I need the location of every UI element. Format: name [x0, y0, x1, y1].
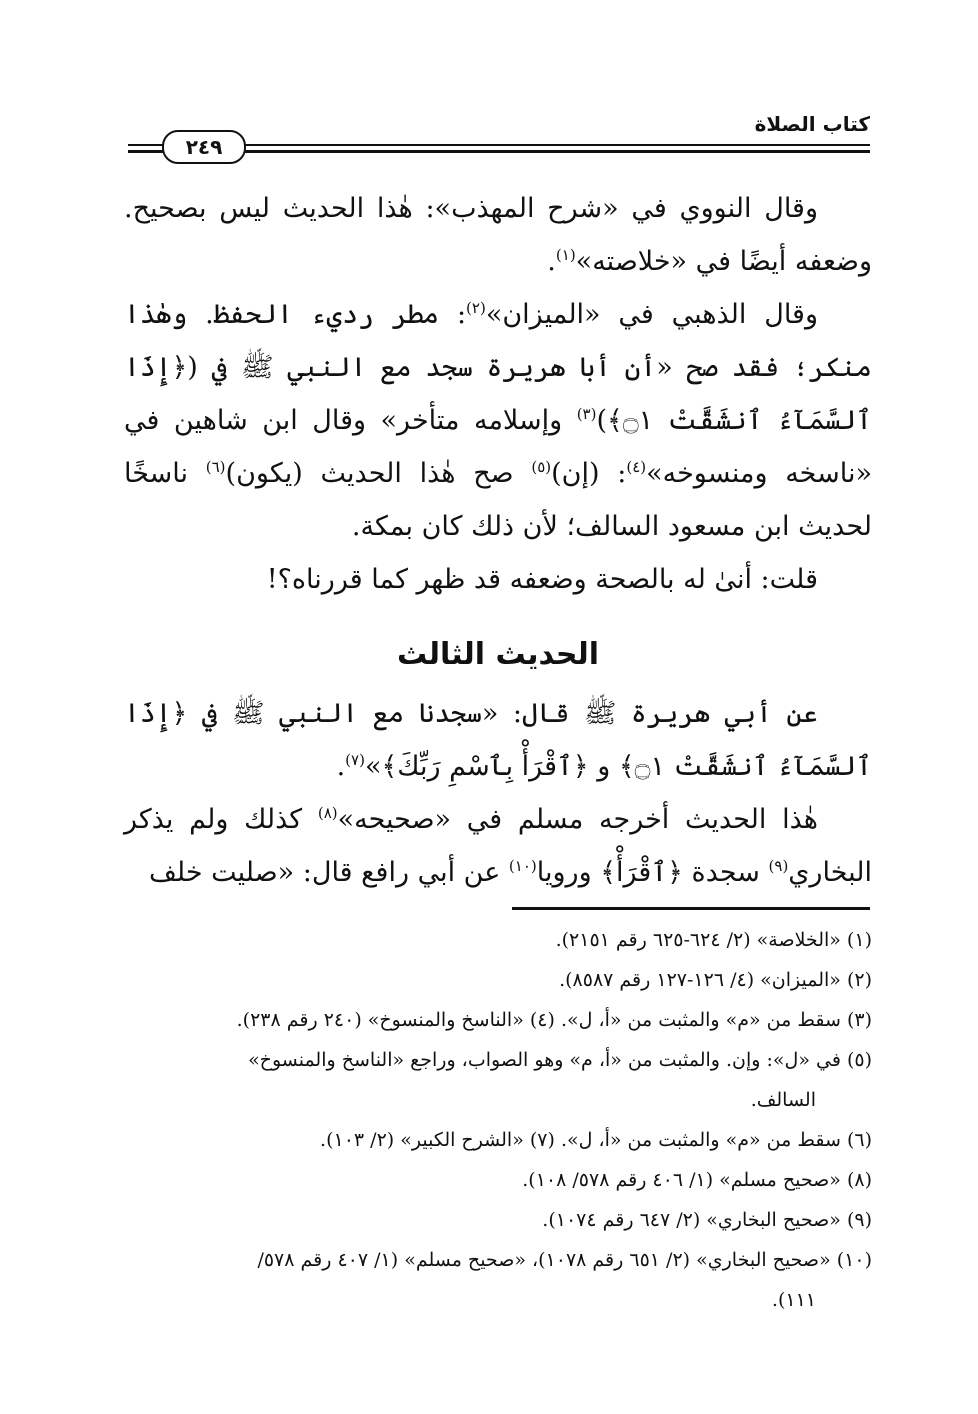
- footnote-separator: [512, 907, 870, 910]
- paragraph-takhrij: هٰذا الحديث أخرجه مسلم في «صحيحه»$^{(٨)}$ كذلك ولم يذكر البخاري$^{(٩)}$ سجدة ﴿ٱقْرَأْ﴾ ورويا$^{(١٠)}$ عن أبي رافع قال: «صليت خلف: [124, 804, 872, 888]
- paragraph-nawawi: وقال النووي في «شرح المهذب»: هٰذا الحديث ليس بصحيح. وضعفه أيضًا في «خلاصته»$^{(١)}$.: [124, 193, 872, 277]
- header-rule-top: [238, 144, 870, 146]
- footnote-marker-10: (١٠): [508, 857, 537, 875]
- footnote-10: (١٠) «صحيح البخاري» (٢/ ٦٥١ رقم ١٠٧٨)، «صحيح مسلم» (١/ ٤٠٧ رقم ٥٧٨/: [257, 1249, 872, 1271]
- paragraph-qultu: قلت: أنىٰ له بالصحة وضعفه قد ظهر كما قررناه؟!: [266, 564, 818, 595]
- footnote-marker-3: (٣): [576, 405, 597, 423]
- footnote-marker-5: (٥): [531, 458, 552, 476]
- paragraph-dhahabi: وقال الذهبي في «الميزان»$^{(٢)}$: مطر رديء الحفظ. وهٰذا منكر؛ فقد صح «أن أبا هريرة سجد مع النبي ﷺ في (﴿إِذَا ٱلسَّمَآءُ ٱنشَقَّتْ ۝١﴾)$^{(٣)}$ وإسلامه متأخر» وقال ابن شاهين في «ناسخه ومنسوخه»$^{(٤)}$: (إن)$^{(٥)}$ صح هٰذا الحديث (يكون)$^{(٦)}$ ناسخًا لحديث ابن مسعود السالف؛ لأن ذلك كان بمكة.: [124, 299, 872, 542]
- footnote-2: (٢) «الميزان» (٤/ ١٢٦-١٢٧ رقم ٨٥٨٧).: [559, 969, 872, 991]
- page-header: [128, 112, 870, 159]
- footnote-8: (٨) «صحيح مسلم» (١/ ٤٠٦ رقم ٥٧٨/ ١٠٨).: [522, 1169, 872, 1191]
- paragraph-hadith-3: عن أبي هريرة ﷺ قال: «سجدنا مع النبي ﷺ في ﴿إِذَا ٱلسَّمَآءُ ٱنشَقَّتْ ۝١﴾ و ﴿ٱقْرَأْ بِٱسْمِ رَبِّكَ﴾»$^{(٧)}$.: [124, 698, 872, 782]
- header-rule-bottom: [238, 150, 870, 153]
- footnote-marker-1: (١): [555, 246, 576, 264]
- footnote-marker-2: (٢): [466, 299, 486, 317]
- footnote-10-continued: ١١١).: [771, 1289, 816, 1311]
- footnote-marker-4: (٤): [626, 458, 647, 476]
- footnote-9: (٩) «صحيح البخاري» (٢/ ٦٤٧ رقم ١٠٧٤).: [542, 1209, 872, 1231]
- footnote-marker-9: (٩): [768, 857, 789, 875]
- section-heading: الحديث الثالث: [396, 637, 600, 672]
- main-text: [124, 182, 872, 899]
- chapter-title: كتاب الصلاة: [754, 112, 870, 136]
- footnote-6-7: (٦) سقط من «م» والمثبت من «أ، ل». (٧) «الشرح الكبير» (٢/ ١٠٣).: [320, 1129, 872, 1151]
- footnote-5: (٥) في «ل»: وإن. والمثبت من «أ، م» وهو الصواب، وراجع «الناسخ والمنسوخ»: [248, 1049, 872, 1071]
- footnote-marker-8: (٨): [317, 804, 338, 822]
- footnotes: [124, 920, 872, 1320]
- footnote-3-4: (٣) سقط من «م» والمثبت من «أ، ل». (٤) «الناسخ والمنسوخ» (٢٤٠ رقم ٢٣٨).: [236, 1009, 872, 1031]
- page-number: ٢٤٩: [162, 130, 246, 164]
- footnote-1: (١) «الخلاصة» (٢/ ٦٢٤-٦٢٥ رقم ٢١٥١).: [555, 929, 872, 951]
- footnote-5-continued: السالف.: [750, 1089, 816, 1111]
- footnote-marker-6: (٦): [205, 458, 226, 476]
- footnote-marker-7: (٧): [345, 751, 365, 769]
